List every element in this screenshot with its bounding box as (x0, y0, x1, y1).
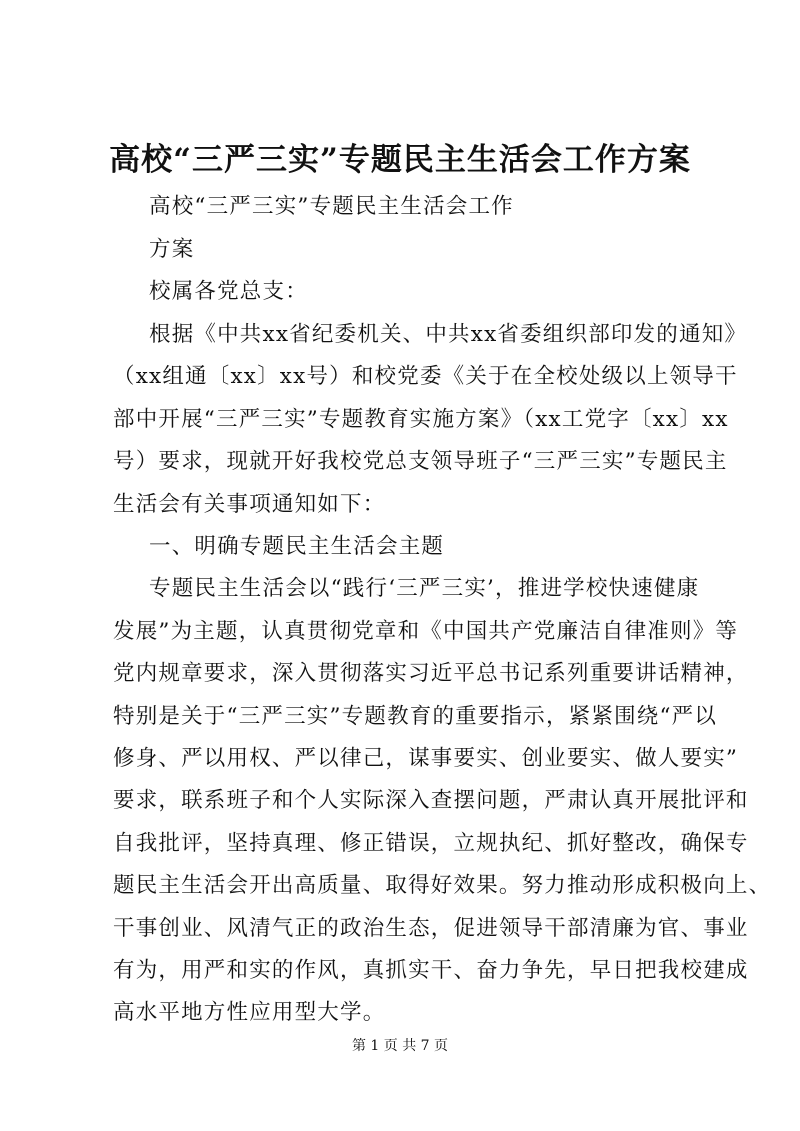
body-line: 自我批评，坚持真理、修正错误，立规执纪、抓好整改，确保专 (113, 831, 749, 856)
body-line: 专题民主生活会以“践行‘三严三实’，推进学校快速健康 (149, 576, 700, 601)
body-line: 生活会有关事项通知如下： (113, 492, 386, 517)
body-line: 方案 (149, 237, 195, 262)
body-line: 题民主生活会开出高质量、取得好效果。努力推动形成积极向上、 (113, 873, 772, 898)
body-line: 特别是关于“三严三实”专题教育的重要指示，紧紧围绕“严以 (113, 704, 718, 729)
document-title: 高校“三严三实”专题民主生活会工作方案 (109, 142, 691, 178)
salutation: 校属各党总支： (149, 279, 308, 304)
body-line: 党内规章要求，深入贯彻落实习近平总书记系列重要讲话精神， (113, 661, 749, 686)
body-line: 根据《中共xx省纪委机关、中共xx省委组织部印发的通知》 (149, 322, 748, 347)
body-line: 干事创业、风清气正的政治生态，促进领导干部清廉为官、事业 (113, 916, 749, 941)
body-line: 高校“三严三实”专题民主生活会工作 (149, 194, 514, 219)
page-footer: 第 1 页 共 7 页 (351, 1038, 449, 1054)
body-line: 修身、严以用权、严以律己，谋事要实、创业要实、做人要实” (113, 746, 739, 771)
body-line: （xx组通〔xx〕xx号）和校党委《关于在全校处级以上领导干 (113, 364, 738, 389)
body-line: 有为，用严和实的作风，真抓实干、奋力争先，早日把我校建成 (113, 958, 749, 983)
body-line: 高水平地方性应用型大学。 (113, 1000, 386, 1025)
section-heading: 一、明确专题民主生活会主题 (149, 534, 445, 559)
body-line: 部中开展“三严三实”专题教育实施方案》（xx工党字〔xx〕xx (113, 407, 729, 432)
body-line: 要求，联系班子和个人实际深入查摆问题，严肃认真开展批评和 (113, 788, 749, 813)
body-line: 号）要求，现就开好我校党总支领导班子“三严三实”专题民主 (113, 449, 728, 474)
body-line: 发展”为主题，认真贯彻党章和《中国共产党廉洁自律准则》等 (113, 619, 739, 644)
